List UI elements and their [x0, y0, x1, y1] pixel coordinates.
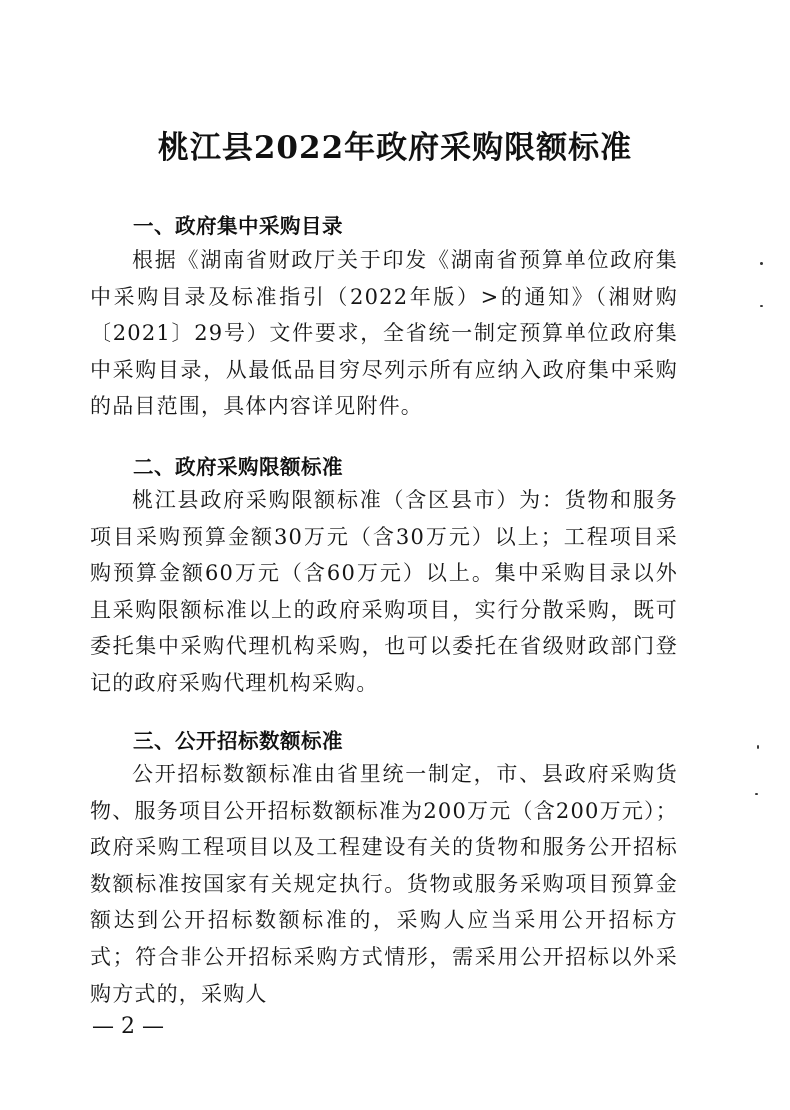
section-heading-3: 三、公开招标数额标准 [133, 729, 343, 753]
scan-speck [755, 793, 758, 795]
section-body-2: 桃江县政府采购限额标准（含区县市）为：货物和服务项目采购预算金额30万元（含30万元）以上；工程项目采购预算金额60万元（含60万元）以上。集中采购目录以外且采购限额标准以上的政府采购项目，实行分散采购，既可委托集中采购代理机构采购，也可以委托在省级财政部门登记的政府采购代理机构采购。 [90, 488, 678, 695]
scan-speck [760, 262, 763, 265]
section-body-3: 公开招标数额标准由省里统一制定，市、县政府采购货物、服务项目公开招标数额标准为200万元（含200万元）；政府采购工程项目以及工程建设有关的货物和服务公开招标数额标准按国家有关规定执行。货物或服务采购项目预算金额达到公开招标数额标准的，采购人应当采用公开招标方式；符合非公开招标采购方式情形，需采用公开招标以外采购方式的，采购人 [90, 762, 678, 1006]
scan-speck [760, 305, 763, 307]
scan-speck [757, 745, 759, 749]
document-title: 桃江县2022年政府采购限额标准 [157, 130, 633, 166]
section-heading-1: 一、政府集中采购目录 [133, 214, 343, 238]
page-number: — 2 — [92, 1014, 164, 1039]
section-body-1: 根据《湖南省财政厅关于印发《湖南省预算单位政府集中采购目录及标准指引（2022年版）>的通知》（湘财购〔2021〕29号）文件要求，全省统一制定预算单位政府集中采购目录，从最低品目穷尽列示所有应纳入政府集中采购的品目范围，具体内容详见附件。 [90, 248, 678, 419]
section-heading-2: 二、政府采购限额标准 [133, 455, 343, 479]
